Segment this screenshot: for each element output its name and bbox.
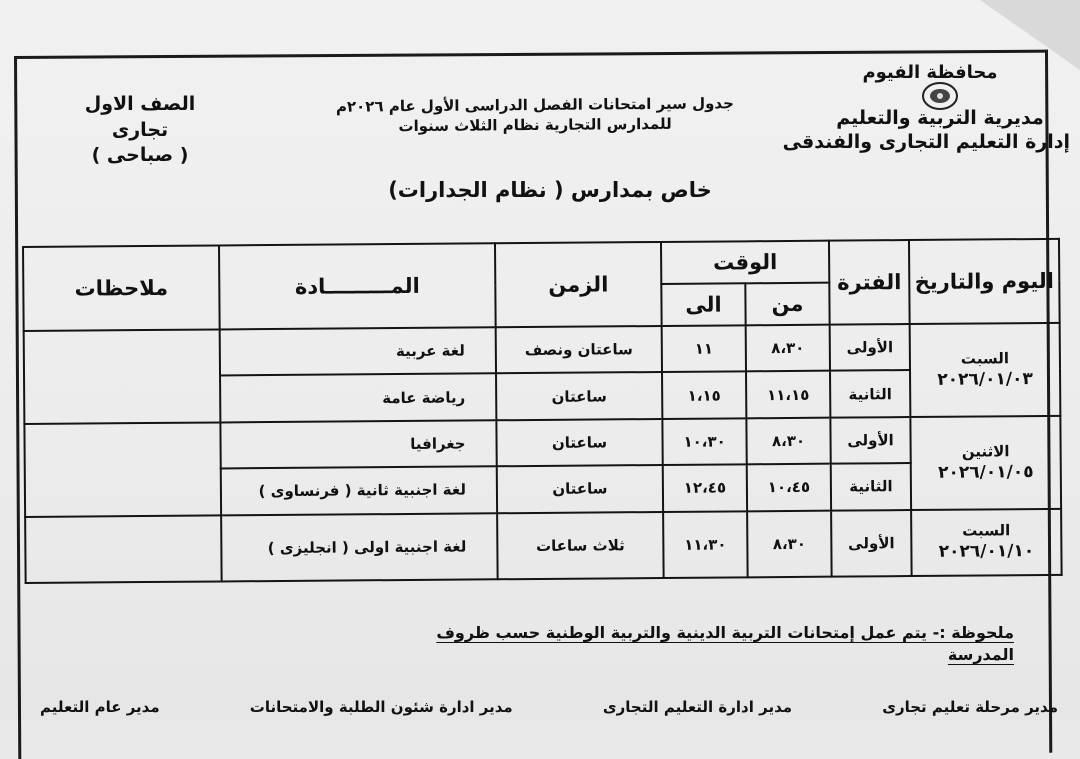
time-to-cell: ١٢،٤٥ <box>663 465 747 512</box>
duration-cell: ثلاث ساعات <box>497 512 664 580</box>
administration-name: إدارة التعليم التجارى والفندقى <box>782 130 1070 153</box>
table-row <box>24 416 1060 471</box>
subject-cell: رياضة عامة <box>220 374 496 423</box>
directorate-name: مديرية التربية والتعليم <box>836 107 1044 129</box>
title-line-2: للمدارس التجارية نظام الثلاث سنوات <box>398 114 672 135</box>
exam-date: ٢٠٢٦/٠١/٠٣ <box>937 369 1033 390</box>
header-notes: ملاحظات <box>23 245 220 331</box>
exam-schedule-table <box>22 238 1063 584</box>
day-date-cell <box>911 508 1062 576</box>
day-name: السبت <box>960 349 1010 368</box>
time-from-cell: ٨،٣٠ <box>747 510 832 577</box>
header-day-date: اليوم والتاريخ <box>909 239 1060 324</box>
notes-cell <box>24 329 221 423</box>
day-date-cell <box>910 416 1061 510</box>
day-date-cell <box>910 323 1061 417</box>
duration-cell: ساعتان <box>497 465 663 513</box>
period-cell: الثانية <box>830 370 910 417</box>
exam-date: ٢٠٢٦/٠١/١٠ <box>938 541 1035 563</box>
time-to-cell: ١١ <box>662 325 746 372</box>
time-to-cell: ١٠،٣٠ <box>662 418 746 465</box>
exam-date: ٢٠٢٦/٠١/٠٥ <box>938 461 1034 483</box>
subject-cell: لغة اجنبية ثانية ( فرنساوى ) <box>221 466 497 515</box>
duration-cell: ساعتان ونصف <box>496 326 662 374</box>
document-title <box>280 94 790 137</box>
signature-general-director: مدير عام التعليم <box>40 698 160 716</box>
subject-cell: لغة عربية <box>220 327 496 376</box>
title-line-1: جدول سير امتحانات الفصل الدراسى الأول عام ٢٠٢٦م <box>335 94 734 116</box>
header-from: من <box>745 283 829 326</box>
emblem-icon <box>920 80 960 112</box>
grade-info <box>60 92 220 169</box>
time-from-cell: ٨،٣٠ <box>746 417 830 464</box>
header-period: الفترة <box>829 240 910 325</box>
governorate-name: محافظة الفيوم <box>862 62 998 83</box>
table-header-row <box>23 239 1059 289</box>
duration-cell: ساعتان <box>496 419 662 467</box>
time-from-cell: ١٠،٤٥ <box>747 464 831 511</box>
signature-row <box>40 698 1058 716</box>
time-from-cell: ١١،١٥ <box>746 371 830 418</box>
header-time: الوقت <box>661 241 829 284</box>
signature-affairs-director: مدير ادارة شئون الطلبة والامتحانات <box>249 698 513 716</box>
signature-stage-manager: مدير مرحلة تعليم تجارى <box>882 698 1058 716</box>
period-cell: الأولى <box>830 417 910 464</box>
duration-cell: ساعتان <box>496 372 662 420</box>
period-cell: الثانية <box>831 463 911 510</box>
notes-cell <box>24 422 221 516</box>
grade-label: الصف الاول <box>84 93 196 115</box>
document-subtitle: خاص بمدارس ( نظام الجدارات) <box>388 178 712 202</box>
track-label: تجارى <box>111 118 169 141</box>
day-name: الاثنين <box>961 441 1010 461</box>
subject-cell: لغة اجنبية اولى ( انجليزى ) <box>221 513 498 582</box>
period-cell: الأولى <box>830 324 910 371</box>
header-duration: الزمن <box>495 242 662 327</box>
day-name: السبت <box>962 521 1011 540</box>
header-to: الى <box>661 283 745 326</box>
table-row <box>25 508 1062 583</box>
shift-label: ( صباحى ) <box>91 144 189 167</box>
time-to-cell: ١١،٣٠ <box>663 511 748 578</box>
header-subject: المـــــــــادة <box>219 243 496 329</box>
period-cell: الأولى <box>831 510 912 577</box>
notes-cell <box>25 515 222 583</box>
subject-cell: جغرافيا <box>220 420 496 469</box>
footnote: ملحوظة :- يتم عمل إمتحانات التربية الدينية والتربية الوطنية حسب ظروف المدرسة <box>436 623 1014 664</box>
table-row <box>24 323 1060 378</box>
time-from-cell: ٨،٣٠ <box>746 325 830 372</box>
time-to-cell: ١،١٥ <box>662 372 746 419</box>
signature-commercial-director: مدير ادارة التعليم التجارى <box>602 698 793 716</box>
